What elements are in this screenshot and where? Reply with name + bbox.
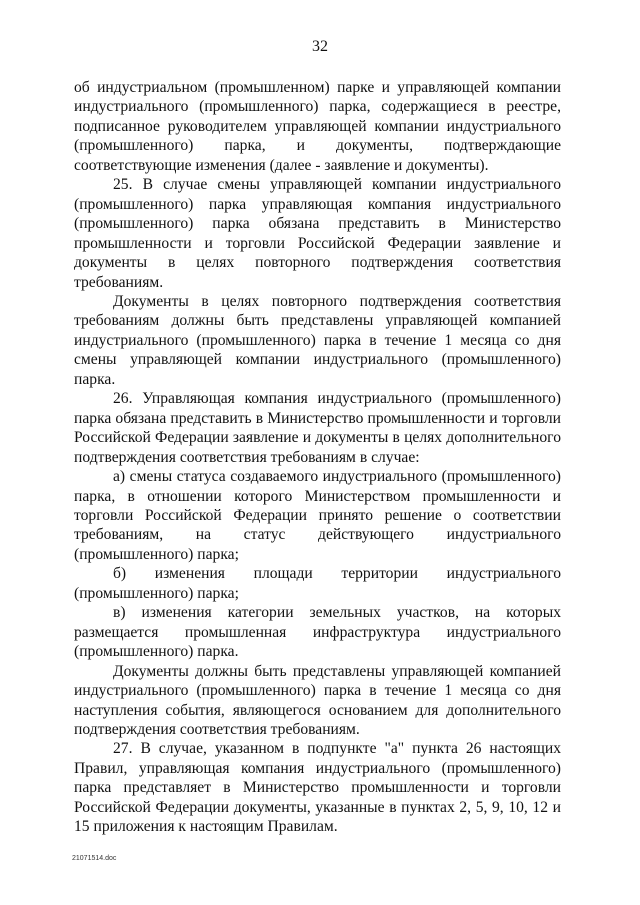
paragraph-clause-25: 25. В случае смены управляющей компании индустриального (промышленного) парка управляющая компания индустриального (промышленного) парка обязана представить в Министерство промышленности и торговли Российской Федерации заявление и документы в целях повторного подтверждения соответствия требованиям. xyxy=(74,176,561,291)
paragraph-continuation: об индустриальном (промышленном) парке и управляющей компании индустриального (промышленного) парка, содержащиеся в реестре, подписанное руководителем управляющей компании индустриального (промышленного) парка, и документы, подтверждающие соответствующие изменения (далее - заявление и документы). xyxy=(74,79,561,174)
paragraph-subclause-b: б) изменения площади территории индустриального (промышленного) парка; xyxy=(74,565,561,602)
paragraph-clause-25-documents: Документы в целях повторного подтверждения соответствия требованиям должны быть представлены управляющей компанией индустриального (промышленного) парка в течение 1 месяца со дня смены управляющей компании индустриального (промышленного) парка. xyxy=(74,292,561,388)
paragraph-clause-26-documents: Документы должны быть представлены управляющей компанией индустриального (промышленного) парка в течение 1 месяца со дня наступления события, являющегося основанием для дополнительного подтверждения соответствия требованиям. xyxy=(74,662,561,738)
document-body xyxy=(74,78,561,837)
paragraph-clause-27: 27. В случае, указанном в подпункте "а" пункта 26 настоящих Правил, управляющая компания индустриального (промышленного) парка представляет в Министерство промышленности и торговли Российской Федерации документы, указанные в пунктах 2, 5, 9, 10, 12 и 15 приложения к настоящим Правилам. xyxy=(74,740,561,836)
page-number: 32 xyxy=(312,38,328,55)
paragraph-clause-26: 26. Управляющая компания индустриального (промышленного) парка обязана представить в Министерство промышленности и торговли Российской Федерации заявление и документы в целях дополнительного подтверждения соответствия требованиям в случае: xyxy=(74,390,561,466)
paragraph-subclause-a: а) смены статуса создаваемого индустриального (промышленного) парка, в отношении которого Министерством промышленности и торговли Российской Федерации принято решение о соответствии требованиям, на статус действующего индустриального (промышленного) парка; xyxy=(74,468,561,563)
paragraph-subclause-v: в) изменения категории земельных участков, на которых размещается промышленная инфраструктура индустриального (промышленного) парка. xyxy=(74,604,561,661)
footer-document-id: 21071514.doc xyxy=(72,855,117,862)
